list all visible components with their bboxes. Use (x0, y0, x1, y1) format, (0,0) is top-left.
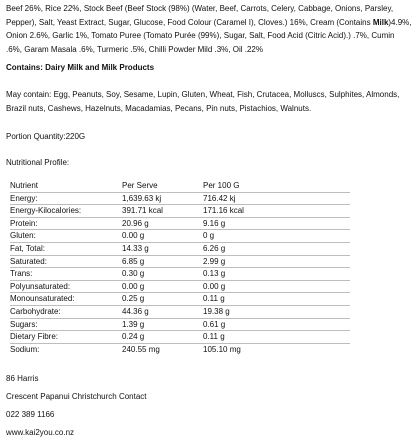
per-100g-value: 0.13 g (203, 269, 226, 279)
table-row (10, 192, 350, 205)
ingredients-text-end: )4.9%, Onion 2.6%, Garlic 1%, Tomato Puree (Tomato Purée (99%), Sugar, Salt, Food Acid (Citric Acid).) .7%, Cumin .6%, Garam Masala .6%, Turmeric .5%, Chilli Powder Mild .3%, Oil .22% (6, 17, 412, 54)
nutrition-table (10, 180, 350, 355)
per-100g-value: 0.61 g (203, 319, 226, 329)
per-100g-value: 6.26 g (203, 243, 226, 253)
per-100g-value: 0 g (203, 231, 215, 241)
per-100g-value: 9.16 g (203, 218, 226, 228)
per-serve-value: 0.30 g (122, 269, 145, 279)
nutrient-name: Sugars: (10, 319, 38, 329)
header-nutrient: Nutrient (10, 181, 39, 190)
table-row (10, 280, 350, 293)
allergen-milk: Milk (372, 17, 389, 27)
per-100g-value: 19.38 g (203, 306, 230, 316)
table-row (10, 268, 350, 281)
per-serve-value: 44.36 g (122, 306, 149, 316)
nutrient-name: Monounsaturated: (10, 294, 75, 304)
contact-website: www.kai2you.co.nz (6, 428, 75, 437)
contact-phone: 022 389 1166 (6, 410, 55, 419)
per-100g-value: 0.00 g (203, 281, 226, 291)
table-row (10, 305, 350, 318)
header-per-serve: Per Serve (122, 181, 158, 190)
nutrient-name: Gluten: (10, 231, 36, 241)
table-row (10, 331, 350, 344)
per-serve-value: 1.39 g (122, 319, 145, 329)
may-contain-statement: May contain: Egg, Peanuts, Soy, Sesame, Lupin, Gluten, Wheat, Fish, Crutacea, Molluscs, Sulphites, Almonds, Brazil nuts, Cashews, Hazelnuts, Macadamias, Pecans, Pin nuts, Pistachios, Walnuts. (6, 90, 400, 113)
per-100g-value: 0.11 g (203, 332, 225, 342)
per-serve-value: 1,639.63 kj (122, 193, 162, 203)
nutrient-name: Fat, Total: (10, 243, 45, 253)
address-line-2: Crescent Papanui Christchurch Contact (6, 392, 147, 401)
nutrient-name: Trans: (10, 269, 33, 279)
nutrient-name: Saturated: (10, 256, 47, 266)
nutrient-name: Dietary Fibre: (10, 332, 59, 342)
per-100g-value: 105.10 mg (203, 344, 241, 354)
table-row (10, 255, 350, 268)
nutrient-name: Energy-Kilocalories: (10, 206, 82, 216)
table-row (10, 230, 350, 243)
table-row (10, 205, 350, 218)
per-serve-value: 14.33 g (122, 243, 149, 253)
per-serve-value: 0.24 g (122, 332, 145, 342)
header-per-100g: Per 100 G (203, 181, 240, 190)
per-100g-value: 0.11 g (203, 294, 225, 304)
table-row (10, 293, 350, 306)
per-serve-value: 6.85 g (122, 256, 145, 266)
table-row (10, 343, 350, 355)
address-line-1: 86 Harris (6, 374, 39, 383)
nutrient-name: Protein: (10, 218, 38, 228)
nutrient-name: Sodium: (10, 344, 40, 354)
ingredients-text-start: Beef 26%, Rice 22%, Stock Beef (Beef Stock (98%) (Water, Beef, Carrots, Celery, Cabbage, Onions, Parsley, Pepper), Salt, Yeast Extract, Sugar, Glucose, Food Colour (Caramel I), Cloves.) 16%, Cream (Contains (6, 4, 394, 27)
per-serve-value: 240.55 mg (122, 344, 160, 354)
ingredients-list (6, 2, 412, 56)
table-row (10, 217, 350, 230)
per-serve-value: 391.71 kcal (122, 206, 163, 216)
per-serve-value: 0.00 g (122, 231, 145, 241)
nutrient-name: Energy: (10, 193, 38, 203)
per-100g-value: 716.42 kj (203, 193, 236, 203)
contains-statement: Contains: Dairy Milk and Milk Products (6, 63, 155, 72)
per-serve-value: 0.25 g (122, 294, 145, 304)
nutritional-profile-label: Nutritional Profile: (6, 158, 70, 167)
table-row (10, 318, 350, 331)
nutrient-name: Polyunsaturated: (10, 281, 71, 291)
nutrient-name: Carbohydrate: (10, 306, 61, 316)
portion-quantity: Portion Quantity:220G (6, 132, 86, 141)
per-100g-value: 2.99 g (203, 256, 226, 266)
per-serve-value: 0.00 g (122, 281, 145, 291)
per-serve-value: 20.96 g (122, 218, 149, 228)
nutrition-header-row (10, 180, 350, 192)
per-100g-value: 171.16 kcal (203, 206, 244, 216)
table-row (10, 242, 350, 255)
